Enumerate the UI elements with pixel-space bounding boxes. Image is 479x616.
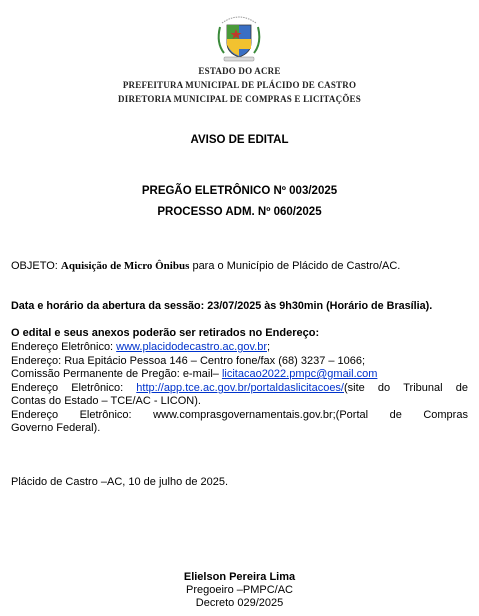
tce-word-4: do (377, 382, 391, 394)
signatory-name: Elielson Pereira Lima (183, 571, 296, 583)
email-link[interactable]: licitacao2022.pmpc@gmail.com (221, 368, 378, 380)
tce-line-2: Contas do Estado – TCE/AC - LICON). (11, 395, 201, 407)
site-line (11, 341, 468, 353)
gov-word-2: Eletrônico: (79, 409, 132, 421)
edital-heading: O edital e seus anexos poderão ser retirados no Endereço: (11, 327, 320, 339)
email-label: Comissão Permanente de Pregão: e-mail– (11, 368, 222, 380)
site-end: ; (267, 341, 271, 353)
site-label: Endereço Eletrônico: (11, 341, 117, 353)
address-line: Endereço: Rua Epitácio Pessoa 146 – Centro fone/fax (68) 3237 – 1066; (11, 355, 366, 367)
notice-title: AVISO DE EDITAL (190, 134, 289, 146)
abertura-line: Data e horário da abertura da sessão: 23/07/2025 às 9h30min (Horário de Brasília). (11, 300, 433, 312)
tce-line (11, 382, 468, 394)
gov-line-2: Governo Federal). (11, 422, 101, 434)
processo-number: PROCESSO ADM. Nº 060/2025 (157, 206, 322, 218)
email-line (11, 368, 468, 380)
objeto-rest: para o Município de Plácido de Castro/AC. (189, 260, 401, 272)
header-state: ESTADO DO ACRE (198, 66, 281, 76)
tce-word-6: de (455, 382, 468, 394)
tce-word-3: (site (344, 382, 365, 394)
gov-word-5: Compras (423, 409, 468, 421)
gov-word-3: www.comprasgovernamentais.gov.br;(Portal (153, 409, 369, 421)
tce-word-5: Tribunal (403, 382, 443, 394)
tce-word-2: Eletrônico: (71, 382, 124, 394)
municipal-coat-of-arms-icon (214, 13, 264, 65)
pregao-number: PREGÃO ELETRÔNICO Nº 003/2025 (141, 185, 338, 197)
objeto-line (11, 260, 468, 272)
gov-word-1: Endereço (11, 409, 59, 421)
tce-word-1: Endereço (11, 382, 59, 394)
gov-word-4: de (389, 409, 402, 421)
header-directorate: DIRETORIA MUNICIPAL DE COMPRAS E LICITAÇÕES (118, 94, 361, 104)
date-place: Plácido de Castro –AC, 10 de julho de 2025. (11, 476, 229, 488)
signatory-decree: Decreto 029/2025 (195, 597, 284, 609)
signatory-role: Pregoeiro –PMPC/AC (186, 584, 293, 596)
header-prefecture: PREFEITURA MUNICIPAL DE PLÁCIDO DE CASTRO (122, 80, 357, 90)
gov-line (11, 409, 468, 421)
objeto-label: OBJETO: (11, 260, 61, 272)
prefecture-site-link[interactable]: www.placidodecastro.ac.gov.br (116, 341, 267, 353)
tce-portal-link[interactable]: http://app.tce.ac.gov.br/portaldaslicitacoes/ (136, 382, 344, 394)
objeto-item: Aquisição de Micro Ônibus (60, 260, 190, 272)
